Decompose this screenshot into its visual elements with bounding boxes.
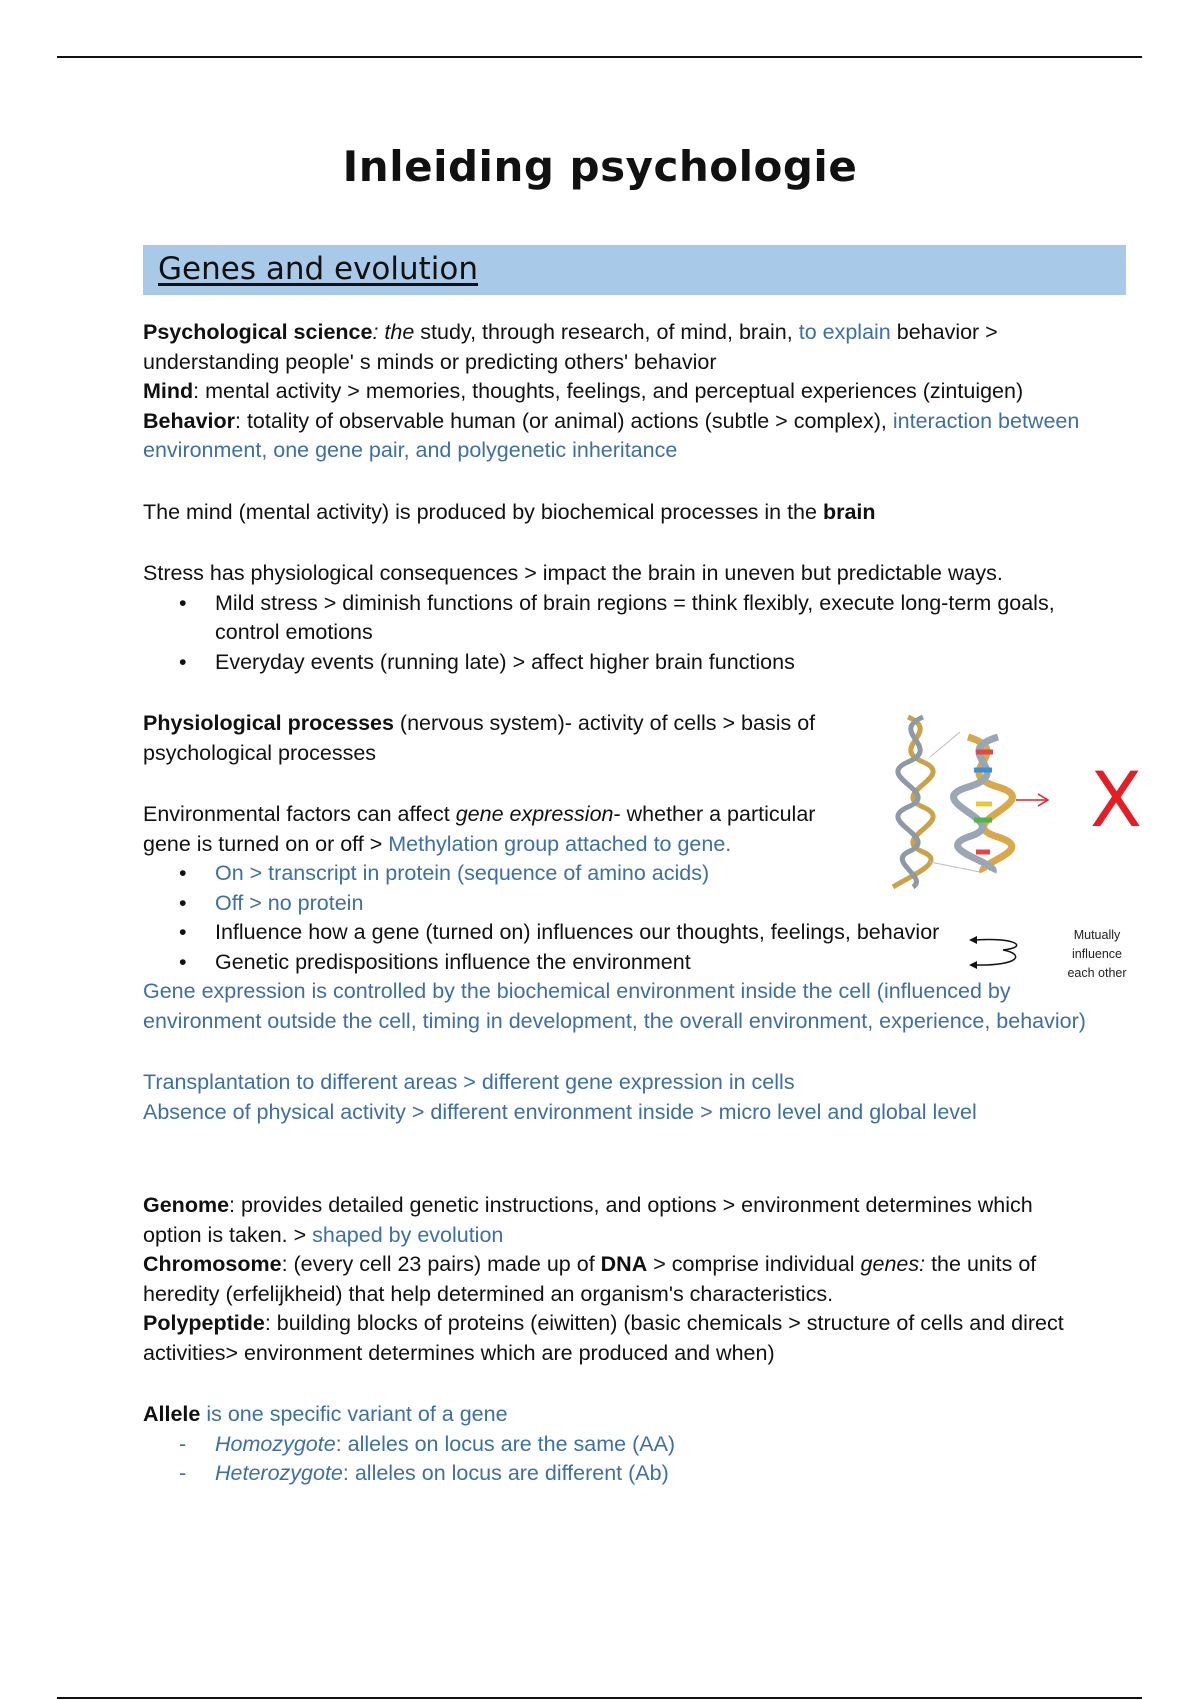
paragraph-physiological — [143, 709, 863, 768]
italic-text: the — [384, 320, 415, 344]
bold-text: brain — [822, 499, 876, 524]
italic-term: Homozygote — [215, 1431, 336, 1456]
red-arrow-icon — [1016, 794, 1048, 806]
list-item: • Everyday events (running late) > affect higher brain functions — [215, 648, 1093, 678]
top-rule — [57, 56, 1142, 58]
blue-text: shaped by evolution — [312, 1222, 504, 1247]
list-item: • Influence how a gene (turned on) influences our thoughts, feelings, behavior — [215, 918, 1093, 948]
term: Behavior — [143, 408, 236, 433]
blue-text: to explain — [798, 320, 891, 344]
bold-text: DNA — [600, 1252, 648, 1276]
text: : mental activity > memories, thoughts, feelings, and perceptual experiences (zintuigen) — [193, 379, 1024, 403]
paragraph-gene-control: Gene expression is controlled by the biochemical environment inside the cell (influenced by environment outside the cell, timing in development, the overall environment, experience, behavior) — [143, 979, 1086, 1033]
term: Mind — [143, 379, 194, 403]
text: : (every cell 23 pairs) made up of — [281, 1252, 601, 1276]
text: - whether a particular gene is turned on or off > — [143, 802, 816, 856]
term: Physiological processes — [143, 711, 394, 735]
paragraph-genome — [143, 1191, 1093, 1250]
list-item: • On > transcript in protein (sequence of amino acids) — [215, 859, 1093, 889]
bottom-rule — [57, 1697, 1142, 1699]
blue-text: Methylation group attached to gene. — [388, 831, 732, 856]
italic-text: gene expression — [455, 802, 614, 826]
text: : provides detailed genetic instructions, and options > environment determines which option is taken. > — [143, 1193, 1033, 1247]
text: The mind (mental activity) is produced by biochemical processes in the — [143, 499, 823, 524]
paragraph-stress: Stress has physiological consequences > impact the brain in uneven but predictable ways. — [143, 561, 1003, 585]
paragraph-mind — [143, 377, 1093, 407]
text: : alleles on locus are different (Ab) — [342, 1461, 669, 1485]
paragraph-physical-activity: Absence of physical activity > different environment inside > micro level and global level — [143, 1099, 977, 1124]
text: > comprise individual — [647, 1252, 861, 1276]
annotation-line: each other — [1067, 966, 1127, 980]
blue-text: interaction between environment, one gene pair, and polygenetic inheritance — [143, 408, 1080, 462]
paragraph-chromosome — [143, 1250, 1093, 1309]
paragraph-gene-expression — [143, 800, 863, 859]
text: : totality of observable human (or animal) actions (subtle > complex), — [235, 408, 893, 433]
list-item: • Off > no protein — [215, 889, 1093, 919]
annotation-line: influence — [1071, 947, 1123, 961]
text: : building blocks of proteins (eiwitten) (basic chemicals > structure of cells and direct activities> environment determines which are produced and when) — [143, 1311, 1064, 1365]
x-mark: X — [1090, 755, 1143, 844]
term: Polypeptide — [143, 1311, 265, 1335]
paragraph-mind-brain — [143, 498, 1093, 528]
page-title: Inleiding psychologie — [342, 142, 858, 191]
text: (nervous system)- activity of cells > basis of psychological processes — [143, 711, 816, 765]
italic-text: genes: — [860, 1252, 926, 1276]
text: behavior > understanding people' s minds or predicting others' behavior — [143, 320, 998, 374]
term: Psychological science — [143, 320, 373, 344]
text: study, through research, of mind, brain, — [414, 320, 799, 344]
paragraph-behavior — [143, 407, 1093, 466]
paragraph-psych-science — [143, 318, 1093, 377]
dna-helix-icon — [888, 712, 1068, 892]
double-arrow-icon — [965, 932, 1045, 972]
term: Allele — [143, 1402, 201, 1426]
annotation-line: Mutually — [1073, 928, 1121, 942]
text: Environmental factors can affect — [143, 802, 456, 826]
document-body — [143, 318, 1093, 1489]
list-item: • Mild stress > diminish functions of brain regions = think flexibly, execute long-term goals, control emotions — [215, 589, 1093, 648]
paragraph-polypeptide — [143, 1309, 1093, 1368]
section-heading-bar — [143, 245, 1126, 295]
text: : alleles on locus are the same (AA) — [335, 1431, 676, 1456]
paragraph-transplantation: Transplantation to different areas > different gene expression in cells — [143, 1070, 795, 1094]
term: Chromosome — [143, 1252, 282, 1276]
mutual-influence-annotation — [1052, 926, 1142, 983]
term: Genome — [143, 1193, 230, 1217]
text: the units of heredity (erfelijkheid) that help determined an organism's characteristics. — [143, 1252, 1037, 1306]
italic-term: Heterozygote — [215, 1461, 343, 1485]
paragraph-allele — [143, 1400, 1093, 1430]
colon: : — [372, 320, 385, 344]
allele-list — [143, 1430, 1093, 1489]
list-item — [215, 1459, 1093, 1489]
list-item — [215, 1430, 1093, 1460]
section-heading: Genes and evolution — [158, 251, 479, 287]
blue-text: is one specific variant of a gene — [200, 1402, 508, 1426]
stress-list — [143, 589, 1093, 678]
list-item: • Genetic predispositions influence the environment — [215, 948, 1093, 978]
